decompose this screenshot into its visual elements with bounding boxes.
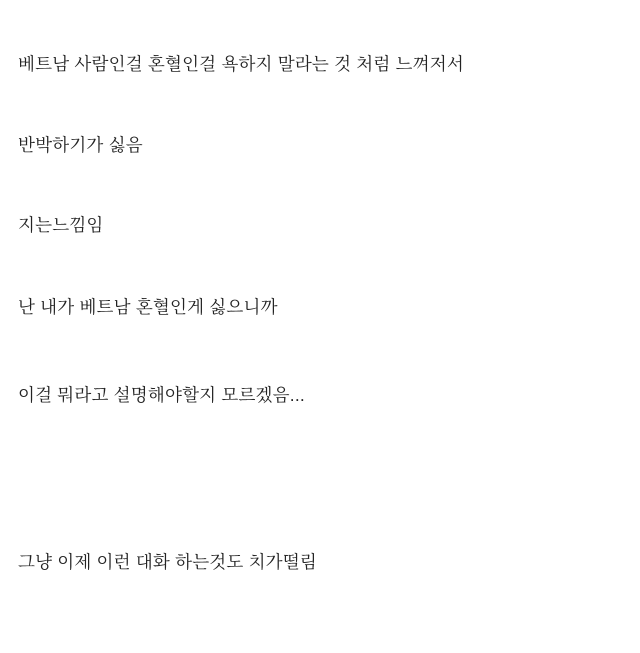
paragraph-4: 난 내가 베트남 혼혈인게 싫으니까: [18, 297, 278, 317]
paragraph-5: 이걸 뭐라고 설명해야할지 모르겠음...: [18, 385, 305, 405]
paragraph-3: 지는느낌임: [18, 215, 104, 235]
paragraph-1: 베트남 사람인걸 혼혈인걸 욕하지 말라는 것 처럼 느껴저서: [18, 54, 464, 74]
paragraph-2: 반박하기가 싫음: [18, 135, 143, 155]
paragraph-6: 그냥 이제 이런 대화 하는것도 치가떨림: [18, 552, 317, 572]
